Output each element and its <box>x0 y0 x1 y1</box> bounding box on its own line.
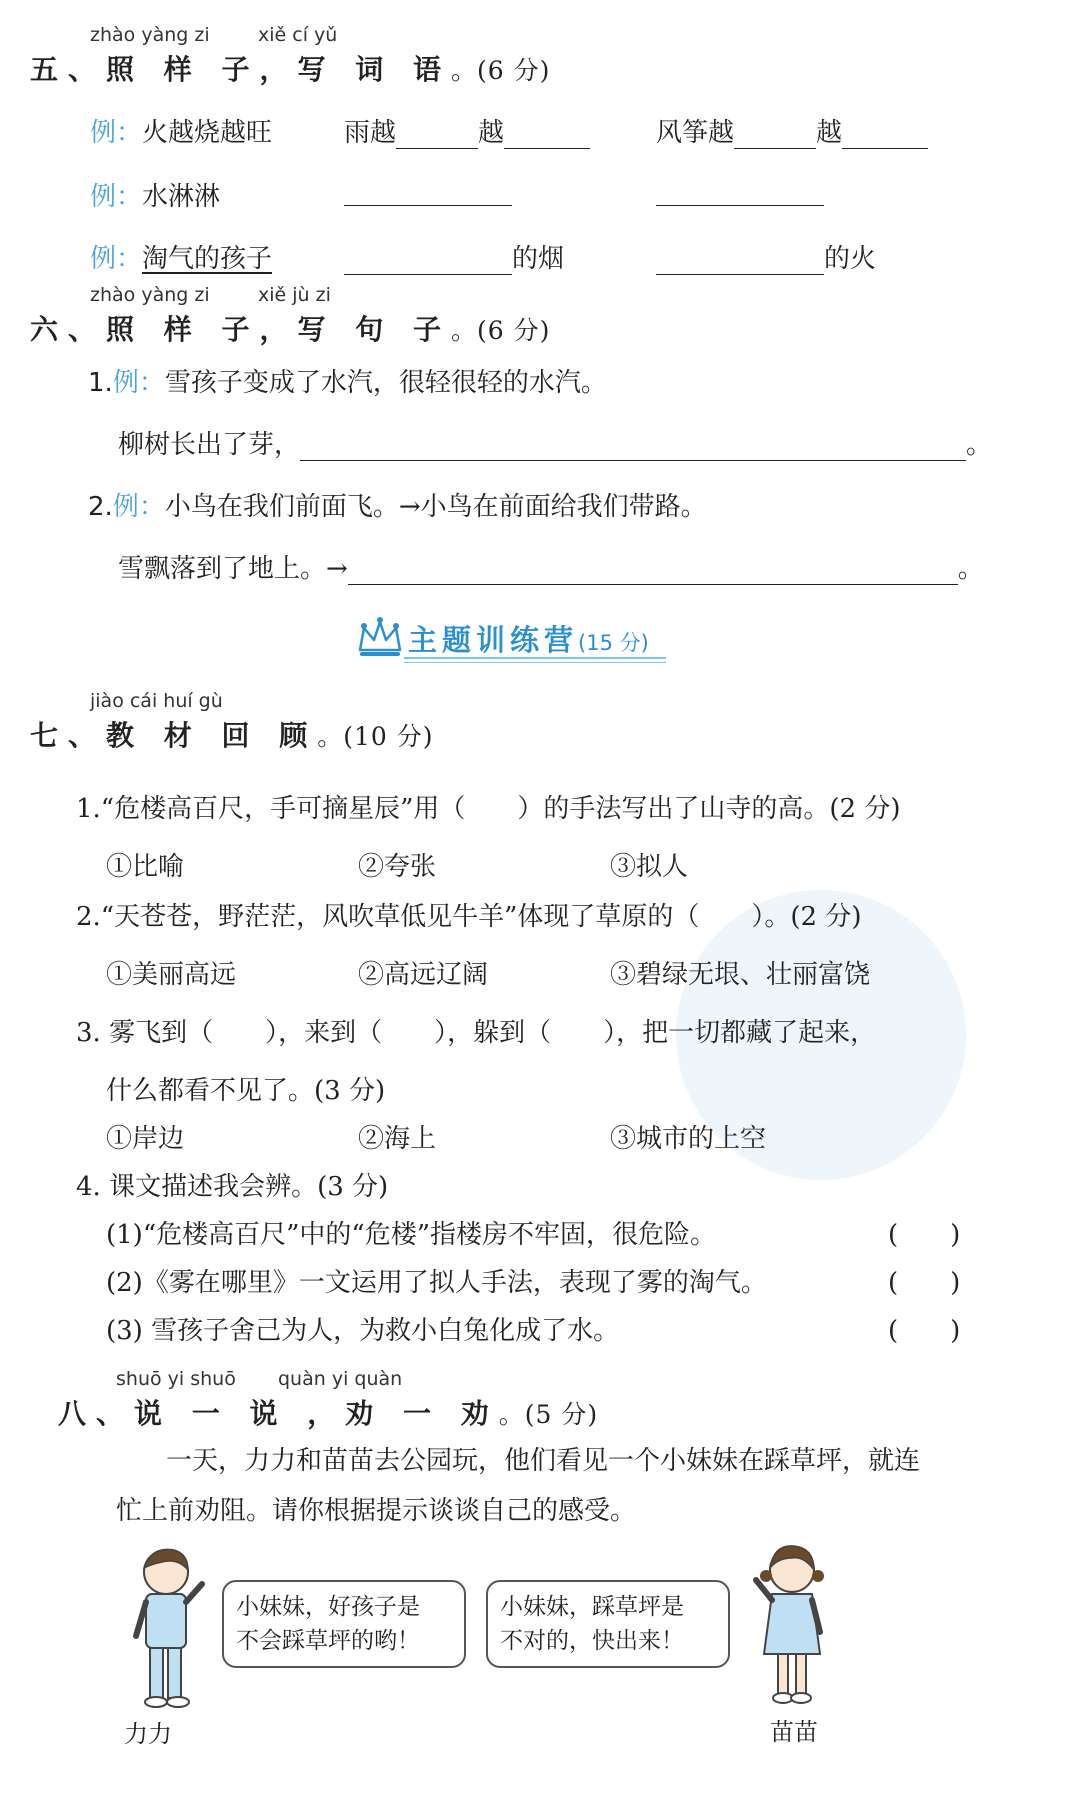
sec5-row-1-a <box>344 112 590 149</box>
suffix: 越 <box>478 118 505 148</box>
prompt: 雪飘落到了地上。→ <box>118 554 348 584</box>
prefix: 雨越 <box>344 118 397 148</box>
sec6-q2 <box>88 486 707 523</box>
option[interactable]: ③碧绿无垠、壮丽富饶 <box>610 960 871 990</box>
example-label: 例： <box>90 118 143 148</box>
sec7-q2: 2.“天苍苍，野茫茫，风吹草低见牛羊”体现了草原的（ ）。(2 分) <box>76 902 862 932</box>
bubble-line: 不对的，快出来！ <box>500 1628 684 1654</box>
sec6-title-text: 六、照 样 子，写 句 子 <box>30 313 451 346</box>
answer-blank[interactable] <box>734 122 816 149</box>
sec8-title-text: 八、说 一 说 ，劝 一 劝 <box>58 1397 499 1430</box>
sec6-pinyin-2: xiě jù zi <box>258 284 331 306</box>
sec6-q1-answer <box>118 424 992 461</box>
example-sentence: 小鸟在我们前面飞。→小鸟在前面给我们带路。 <box>164 492 707 522</box>
answer-blank[interactable] <box>344 248 512 275</box>
theme-banner <box>356 616 666 662</box>
boy-illustration <box>122 1540 212 1710</box>
sec8-paragraph-2: 忙上前劝阻。请你根据提示谈谈自己的感受。 <box>116 1496 637 1526</box>
sec5-row-3-b <box>656 238 876 275</box>
prompt: 柳树长出了芽， <box>118 430 301 460</box>
sec5-row-2-b <box>656 176 824 206</box>
judgement-item: (2)《雾在哪里》一文运用了拟人手法，表现了雾的淘气。 <box>106 1268 767 1298</box>
answer-blank[interactable] <box>842 122 928 149</box>
sec6-q2-answer <box>118 548 984 585</box>
sec5-score: 。(6 分) <box>451 56 551 85</box>
sec7-q1: 1.“危楼高百尺，手可摘星辰”用（ ）的手法写出了山寺的高。(2 分) <box>76 794 901 824</box>
judgement-paren[interactable]: ( ) <box>888 1316 961 1346</box>
sec7-q3-line2: 什么都看不见了。(3 分) <box>106 1076 386 1106</box>
answer-blank[interactable] <box>656 248 824 275</box>
sec8-title <box>58 1392 598 1432</box>
sec7-title-text: 七、教 材 回 顾 <box>30 719 318 752</box>
banner-title-text: 主题训练营 <box>408 623 579 657</box>
bubble-line: 不会踩草坪的哟！ <box>236 1628 420 1654</box>
example-label: 例： <box>90 244 143 274</box>
suffix: 的烟 <box>512 244 565 274</box>
example-label: 例： <box>112 368 165 398</box>
girl-illustration <box>748 1536 838 1706</box>
banner-score: (15 分) <box>578 631 649 655</box>
sec5-pinyin-2: xiě cí yǔ <box>258 24 338 46</box>
answer-blank[interactable] <box>344 179 512 206</box>
question-number: 1. <box>88 368 113 398</box>
crown-icon <box>356 616 404 660</box>
period: 。 <box>957 554 984 584</box>
answer-blank[interactable] <box>300 434 966 461</box>
boy-name: 力力 <box>124 1720 172 1748</box>
answer-blank[interactable] <box>348 558 958 585</box>
sec6-q1 <box>88 362 607 399</box>
sec7-pinyin: jiào cái huí gù <box>90 690 223 712</box>
option[interactable]: ①比喻 <box>106 852 185 882</box>
sec6-score: 。(6 分) <box>451 316 551 345</box>
sec5-row-3-a <box>344 238 564 275</box>
example-sentence: 雪孩子变成了水汽，很轻很轻的水汽。 <box>164 368 607 398</box>
option[interactable]: ①岸边 <box>106 1124 185 1154</box>
speech-bubble-girl <box>486 1580 730 1668</box>
suffix: 的火 <box>824 244 877 274</box>
judgement-item: (3) 雪孩子舍己为人，为救小白兔化成了水。 <box>106 1316 620 1346</box>
bubble-line: 小妹妹，踩草坪是 <box>500 1594 684 1620</box>
option[interactable]: ③城市的上空 <box>610 1124 767 1154</box>
example-text: 水淋淋 <box>142 182 221 212</box>
answer-blank[interactable] <box>656 179 824 206</box>
sec7-q3-line1: 3. 雾飞到（ ），来到（ ），躲到（ ），把一切都藏了起来， <box>76 1018 877 1048</box>
judgement-item: (1)“危楼高百尺”中的“危楼”指楼房不牢固，很危险。 <box>106 1220 716 1250</box>
sec5-row-1-b <box>656 112 928 149</box>
sec6-pinyin-1: zhào yàng zi <box>90 284 210 306</box>
judgement-paren[interactable]: ( ) <box>888 1268 961 1298</box>
sec7-score: 。(10 分) <box>317 722 434 751</box>
sec8-pinyin-1: shuō yi shuō <box>116 1368 236 1390</box>
banner-underline <box>404 662 666 663</box>
sec8-paragraph-1: 一天，力力和苗苗去公园玩，他们看见一个小妹妹在踩草坪，就连 <box>166 1446 921 1476</box>
sec5-title <box>30 48 550 88</box>
suffix: 越 <box>816 118 843 148</box>
sec7-title <box>30 714 434 754</box>
option[interactable]: ③拟人 <box>610 852 689 882</box>
sec8-pinyin-2: quàn yi quàn <box>278 1368 403 1390</box>
sec5-row-3 <box>90 238 272 275</box>
prefix: 风筝越 <box>656 118 735 148</box>
period: 。 <box>966 430 993 460</box>
example-text: 淘气的孩子 <box>142 244 273 274</box>
speech-bubble-boy <box>222 1580 466 1668</box>
example-label: 例： <box>90 182 143 212</box>
sec7-q4-title: 4. 课文描述我会辨。(3 分) <box>76 1172 389 1202</box>
answer-blank[interactable] <box>396 122 478 149</box>
sec5-row-1 <box>90 112 272 149</box>
answer-blank[interactable] <box>504 122 590 149</box>
option[interactable]: ②夸张 <box>358 852 437 882</box>
sec8-score: 。(5 分) <box>498 1400 599 1429</box>
example-label: 例： <box>112 492 165 522</box>
question-number: 2. <box>88 492 113 522</box>
sec5-row-2-a <box>344 176 512 206</box>
option[interactable]: ①美丽高远 <box>106 960 237 990</box>
judgement-paren[interactable]: ( ) <box>888 1220 961 1250</box>
bubble-line: 小妹妹，好孩子是 <box>236 1594 420 1620</box>
sec5-row-2 <box>90 176 220 213</box>
option[interactable]: ②高远辽阔 <box>358 960 489 990</box>
sec6-title <box>30 308 550 348</box>
example-text: 火越烧越旺 <box>142 118 273 148</box>
banner-title <box>408 618 649 659</box>
sec5-pinyin-1: zhào yàng zi <box>90 24 210 46</box>
girl-name: 苗苗 <box>770 1718 818 1746</box>
sec5-title-text: 五、照 样 子，写 词 语 <box>30 53 451 86</box>
banner-underline <box>404 657 666 659</box>
option[interactable]: ②海上 <box>358 1124 437 1154</box>
